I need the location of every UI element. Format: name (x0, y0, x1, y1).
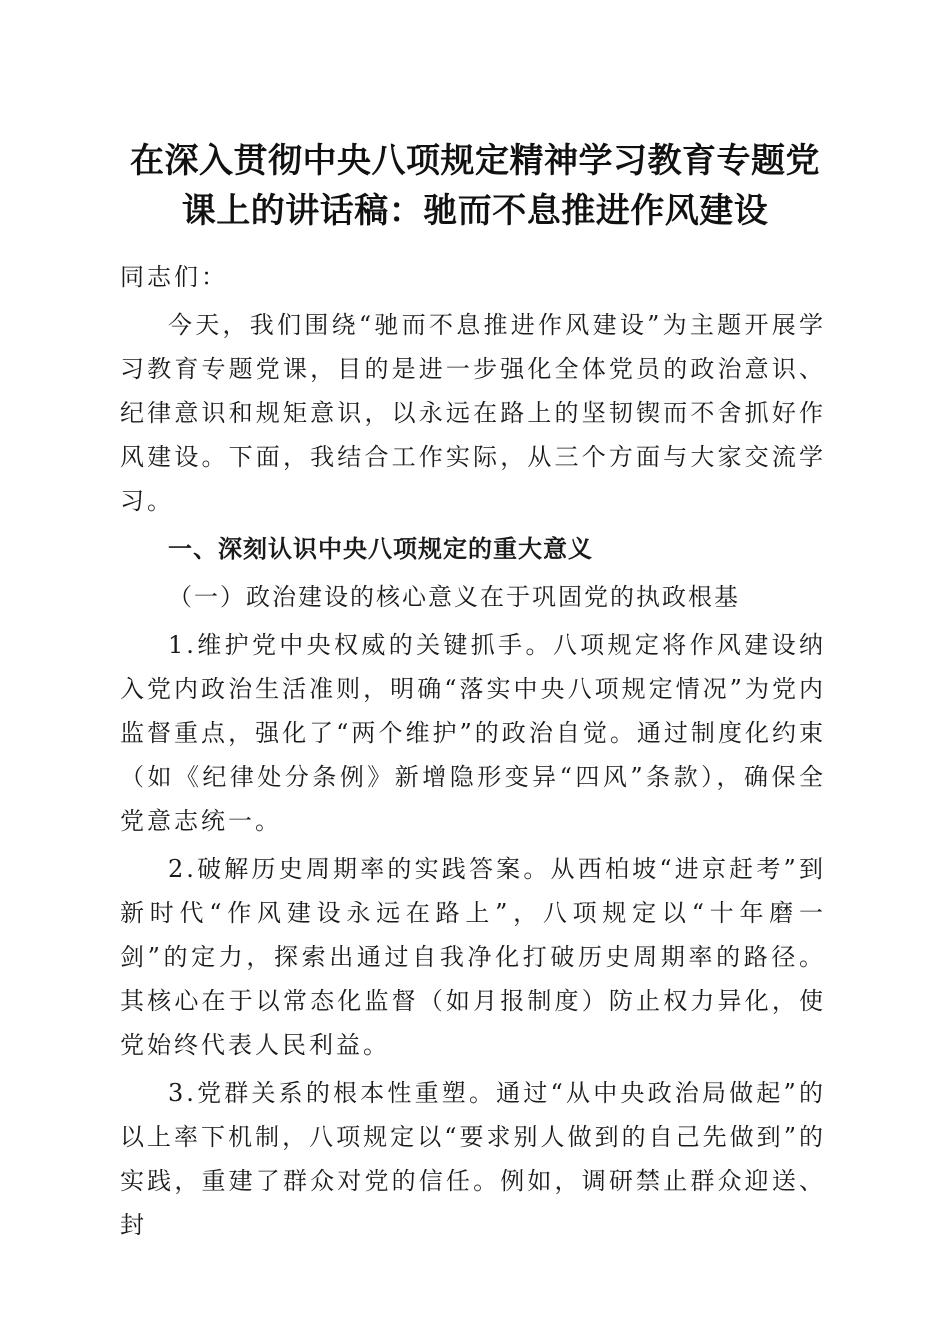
subsection-heading-1: （一）政治建设的核心意义在于巩固党的执政根基 (168, 583, 740, 611)
point-paragraph-1: 1.维护党中央权威的关键抓手。八项规定将作风建设纳入党内政治生活准则，明确“落实中央八项规定情况”为党内监督重点，强化了“两个维护”的政治自觉。通过制度化约束（如《纪律处分条例》新增隐形变异“四风”条款），确保全党意志统一。 (120, 631, 826, 835)
title-line-2: 课上的讲话稿：驰而不息推进作风建设 (181, 191, 769, 231)
point-paragraph-3: 3.党群关系的根本性重塑。通过“从中央政治局做起”的以上率下机制，八项规定以“要求别人做到的自己先做到”的实践，重建了群众对党的信任。例如，调研禁止群众迎送、封 (120, 1079, 826, 1239)
intro-paragraph: 今天，我们围绕“驰而不息推进作风建设”为主题开展学习教育专题党课，目的是进一步强化全体党员的政治意识、纪律意识和规矩意识，以永远在路上的坚韧锲而不舍抓好作风建设。下面，我结合工作实际，从三个方面与大家交流学习。 (120, 311, 826, 515)
document-title (110, 136, 840, 236)
title-line-1: 在深入贯彻中央八项规定精神学习教育专题党 (130, 141, 820, 181)
section-heading-1: 一、深刻认识中央八项规定的重大意义 (168, 535, 593, 563)
salutation: 同志们： (120, 263, 228, 291)
point-paragraph-2: 2.破解历史周期率的实践答案。从西柏坡“进京赶考”到新时代“作风建设永远在路上”，八项规定以“十年磨一剑”的定力，探索出通过自我净化打破历史周期率的路径。其核心在于以常态化监督（如月报制度）防止权力异化，使党始终代表人民利益。 (120, 855, 826, 1059)
document-body (120, 255, 826, 1251)
